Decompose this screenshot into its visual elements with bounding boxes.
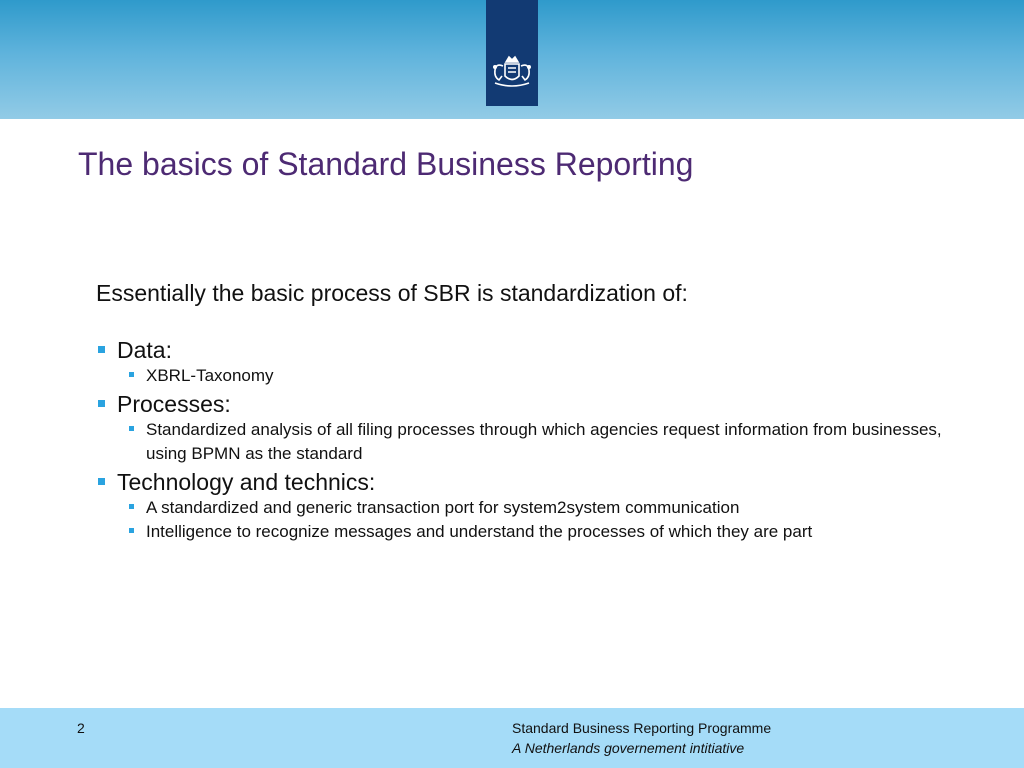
sub-list-processes xyxy=(96,418,986,466)
bullet-label: Technology and technics: xyxy=(117,469,376,495)
sub-bullet xyxy=(126,418,986,466)
sub-list-technology xyxy=(96,496,986,544)
sub-list-data xyxy=(96,364,986,388)
sub-list-container xyxy=(96,364,986,388)
bullet-technology xyxy=(96,468,986,496)
sub-bullet xyxy=(126,496,986,520)
square-bullet-icon xyxy=(129,504,134,509)
square-bullet-icon xyxy=(98,346,105,353)
bullet-processes xyxy=(96,390,986,418)
footer-bar xyxy=(0,708,1024,768)
sub-bullet-text: A standardized and generic transaction port for system2system communication xyxy=(146,498,740,517)
emblem-ribbon xyxy=(486,0,538,106)
intro-text: Essentially the basic process of SBR is standardization of: xyxy=(96,280,688,306)
footer-programme: Standard Business Reporting Programme xyxy=(512,720,772,736)
footer-tagline: A Netherlands governement intitiative xyxy=(512,740,745,756)
square-bullet-icon xyxy=(98,400,105,407)
sub-bullet xyxy=(126,520,986,544)
header-banner xyxy=(0,0,1024,119)
page-number: 2 xyxy=(77,720,85,736)
square-bullet-icon xyxy=(129,426,134,431)
slide-content xyxy=(96,280,986,546)
bullet-data xyxy=(96,336,986,364)
bullet-list xyxy=(96,336,986,544)
sub-bullet-text: Intelligence to recognize messages and understand the processes of which they are part xyxy=(146,522,813,541)
sub-bullet xyxy=(126,364,986,388)
square-bullet-icon xyxy=(129,372,134,377)
sub-bullet-text: Standardized analysis of all filing processes through which agencies request information from businesses, using BPMN as the standard xyxy=(146,420,942,463)
sub-list-container xyxy=(96,496,986,544)
sub-bullet-text: XBRL-Taxonomy xyxy=(146,366,274,385)
bullet-label: Data: xyxy=(117,337,172,363)
sub-list-container xyxy=(96,418,986,466)
square-bullet-icon xyxy=(98,478,105,485)
square-bullet-icon xyxy=(129,528,134,533)
slide-title: The basics of Standard Business Reporting xyxy=(78,146,694,182)
royal-coat-of-arms-icon xyxy=(489,54,535,92)
bullet-label: Processes: xyxy=(117,391,231,417)
